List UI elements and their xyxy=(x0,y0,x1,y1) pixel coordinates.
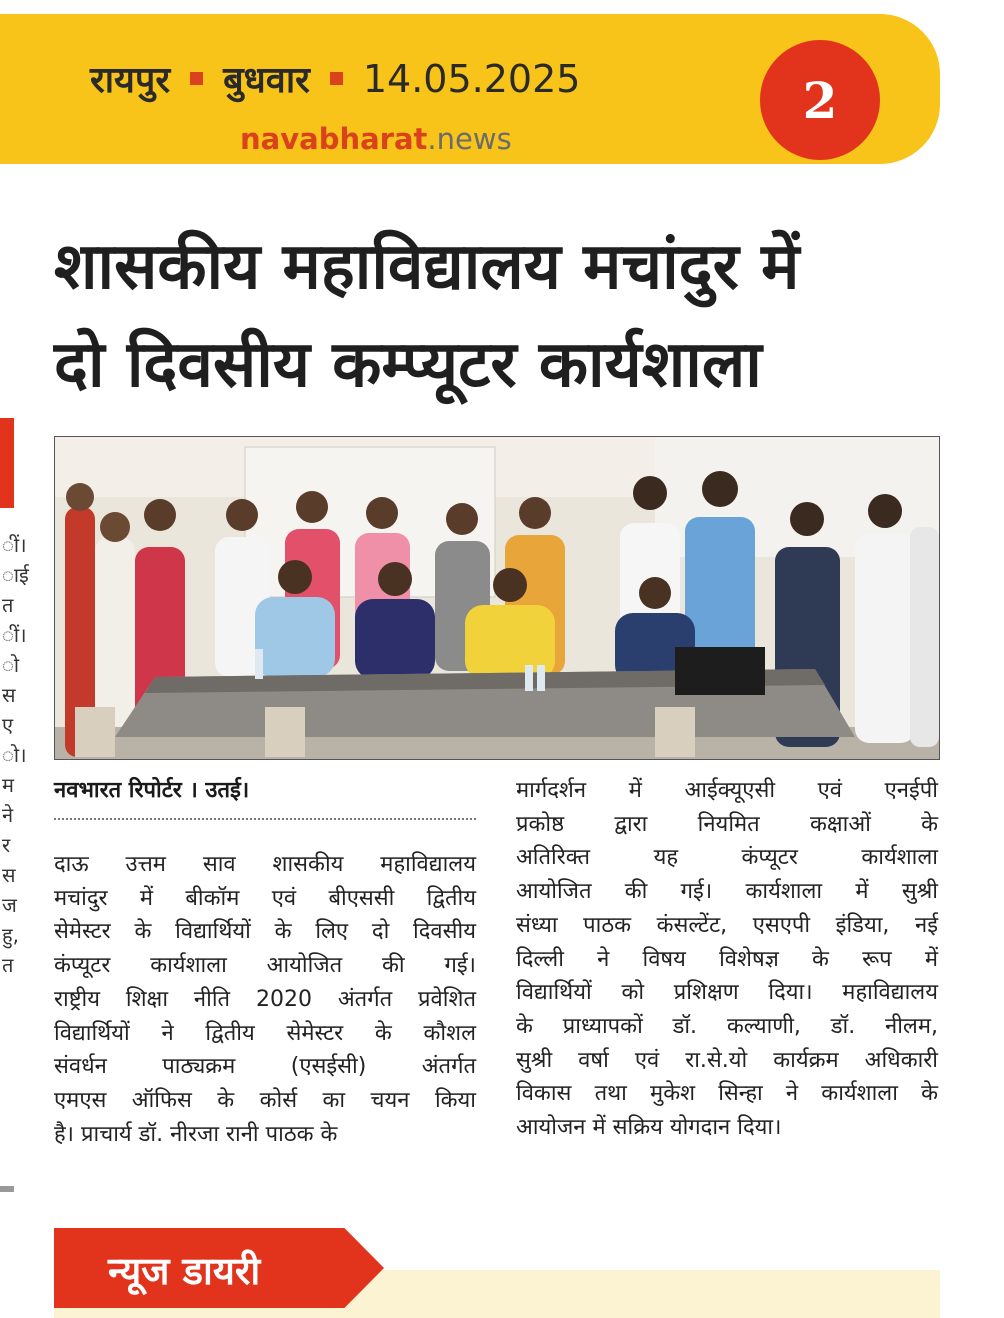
article-text-line: राष्ट्रीय शिक्षा नीति 2020 अंतर्गत प्रवेशित xyxy=(54,986,476,1012)
neighbour-text-fragment: त xyxy=(2,593,14,617)
article-text-line: के प्राध्यापकों डॉ. कल्याणी, डॉ. नीलम, xyxy=(516,1013,938,1039)
article-text-line: मार्गदर्शन में आईक्यूएसी एवं एनईपी xyxy=(516,778,938,803)
page-number-badge: 2 xyxy=(760,40,880,160)
byline-divider xyxy=(54,818,476,820)
neighbour-text-fragment: हु, xyxy=(2,923,19,947)
neighbour-text-fragment: ो xyxy=(2,653,20,677)
article-text-line: विद्यार्थियों को प्रशिक्षण दिया। महाविद्यालय xyxy=(516,980,938,1006)
article-text-line: विद्यार्थियों ने द्वितीय सेमेस्टर के कौशल xyxy=(54,1020,476,1046)
neighbour-text-fragment: स xyxy=(2,863,16,887)
article-headline xyxy=(54,218,954,414)
neighbour-text-fragment: ीं। xyxy=(2,533,27,557)
masthead-banner xyxy=(0,14,940,164)
news-diary-label: न्यूज डायरी xyxy=(108,1249,261,1293)
neighbour-text-fragment: ो। xyxy=(2,743,27,767)
neighbour-text-fragment: ाई xyxy=(2,563,29,587)
separator-square xyxy=(190,72,203,85)
article-column-right xyxy=(516,774,938,1145)
site-url xyxy=(240,122,512,156)
separator-square xyxy=(330,72,343,85)
weekday: बुधवार xyxy=(223,60,310,101)
headline-line: दो दिवसीय कम्प्यूटर कार्यशाला xyxy=(54,328,762,402)
article-text-line: आयोजन में सक्रिय योगदान दिया। xyxy=(516,1115,782,1141)
neighbour-column-rule xyxy=(0,1186,14,1192)
neighbour-column-accent xyxy=(0,418,14,508)
neighbour-column-fragment xyxy=(2,530,29,980)
article-text-line: दिल्ली ने विषय विशेषज्ञ के रूप में xyxy=(516,946,938,972)
issue-date: 14.05.2025 xyxy=(362,56,581,101)
neighbour-text-fragment: ए xyxy=(2,713,14,737)
article-text-line: विकास तथा मुकेश सिन्हा ने कार्यशाला के xyxy=(516,1081,938,1107)
article-text-line: दाऊ उत्तम साव शासकीय महाविद्यालय xyxy=(54,852,476,877)
article-byline: नवभारत रिपोर्टर । उतई। xyxy=(54,778,250,803)
headline-line: शासकीय महाविद्यालय मचांदुर में xyxy=(54,230,800,304)
article-text-line: एमएस ऑफिस के कोर्स का चयन किया xyxy=(54,1087,476,1113)
city-name: रायपुर xyxy=(90,60,171,101)
neighbour-text-fragment: ने xyxy=(2,803,14,827)
article-text-line: कंप्यूटर कार्यशाला आयोजित की गई। xyxy=(54,953,476,979)
neighbour-text-fragment: र xyxy=(2,833,11,857)
article-text-line: सुश्री वर्षा एवं रा.से.यो कार्यक्रम अधिकारी xyxy=(516,1047,938,1073)
group-photo-illustration xyxy=(55,437,939,759)
article-column-left xyxy=(54,848,476,1151)
article-text-line: प्रकोष्ठ द्वारा नियमित कक्षाओं के xyxy=(516,811,938,837)
site-tld: .news xyxy=(427,122,512,156)
article-text-line: आयोजित की गई। कार्यशाला में सुश्री xyxy=(516,879,938,905)
neighbour-text-fragment: स xyxy=(2,683,16,707)
article-text-line: मचांदुर में बीकॉम एवं बीएससी द्वितीय xyxy=(54,885,476,911)
neighbour-text-fragment: ज xyxy=(2,893,17,917)
article-text-line: है। प्राचार्य डॉ. नीरजा रानी पाठक के xyxy=(54,1121,338,1147)
article-text-line: संवर्धन पाठ्यक्रम (एसईसी) अंतर्गत xyxy=(54,1054,476,1080)
article-text-line: अतिरिक्त यह कंप्यूटर कार्यशाला xyxy=(516,845,938,871)
dateline xyxy=(90,54,580,103)
group-photo xyxy=(54,436,940,760)
article-text-line: संध्या पाठक कंसल्टेंट, एसएपी इंडिया, नई xyxy=(516,912,938,938)
site-brand: navabharat xyxy=(240,122,428,156)
neighbour-text-fragment: त xyxy=(2,953,14,977)
article-text-line: सेमेस्टर के विद्यार्थियों के लिए दो दिवसीय xyxy=(54,919,476,945)
neighbour-text-fragment: म xyxy=(2,773,14,797)
neighbour-text-fragment: ीं। xyxy=(2,623,27,647)
